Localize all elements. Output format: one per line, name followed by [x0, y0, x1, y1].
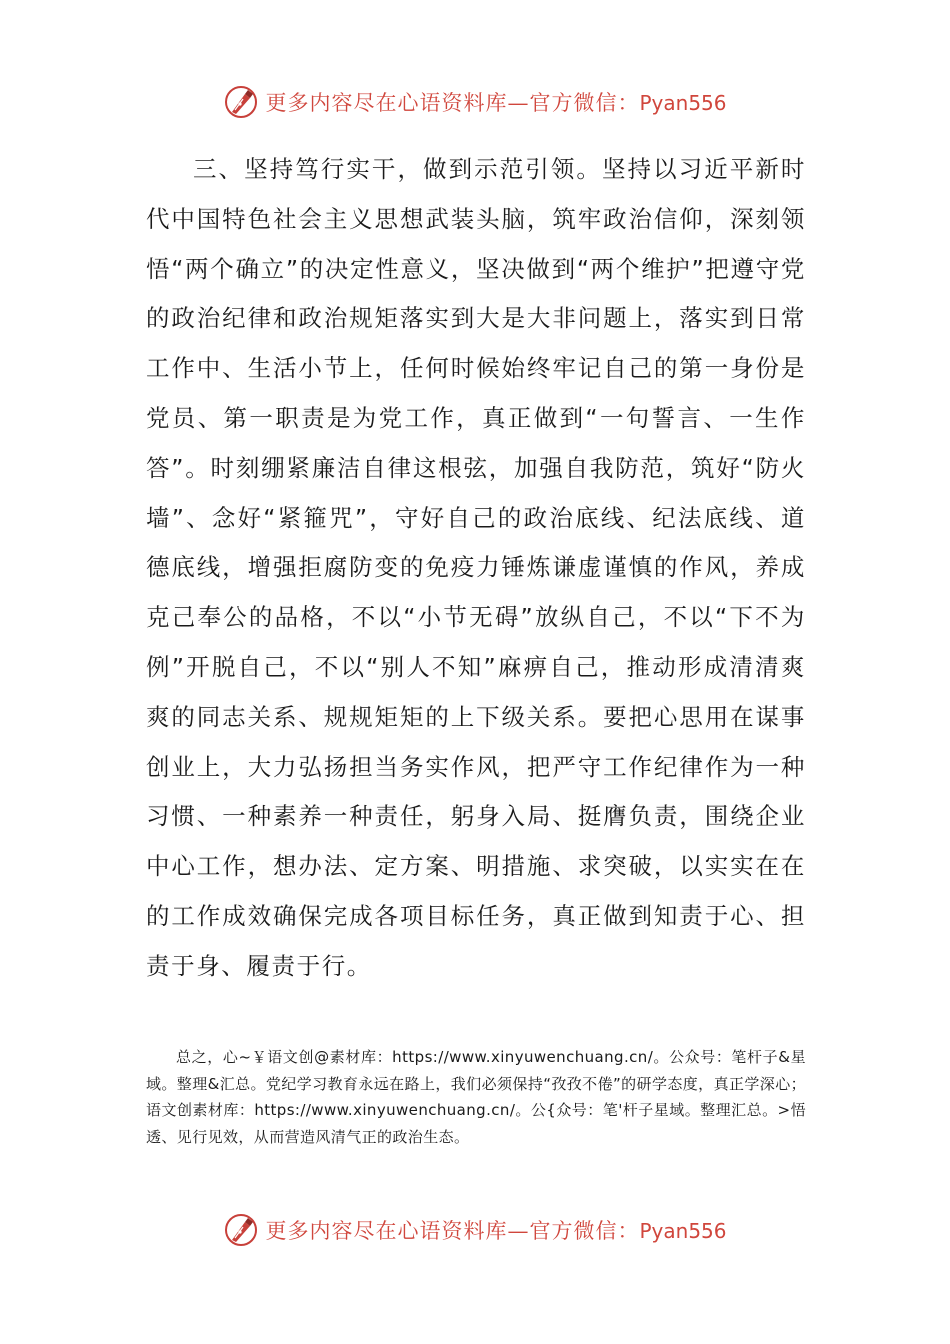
main-paragraph: 三、坚持笃行实干，做到示范引领。坚持以习近平新时代中国特色社会主义思想武装头脑，筑牢政治信仰，深刻领悟“两个确立”的决定性意义，坚决做到“两个维护”把遵守党的政治纪律和政治规矩落实到大是大非问题上，落实到日常工作中、生活小节上，任何时候始终牢记自己的第一身份是党员、第一职责是为党工作，真正做到“一句誓言、一生作答”。时刻绷紧廉洁自律这根弦，加强自我防范，筑好“防火墙”、念好“紧箍咒”，守好自己的政治底线、纪法底线、道德底线，增强拒腐防变的免疫力锤炼谦虚谨慎的作风，养成克己奉公的品格，不以“小节无碍”放纵自己，不以“下不为例”开脱自己，不以“别人不知”麻痹自己，推动形成清清爽爽的同志关系、规规矩矩的上下级关系。要把心思用在谋事创业上，大力弘扬担当务实作风，把严守工作纪律作为一种习惯、一种素养一种责任，躬身入局、挺膺负责，围绕企业中心工作，想办法、定方案、明措施、求突破，以实实在在的工作成效确保完成各项目标任务，真正做到知责于心、担责于身、履责于行。	[146, 155, 806, 980]
header-banner	[0, 80, 950, 124]
footer-wechat-id: Pyan556	[639, 1219, 727, 1243]
summary-paragraph: 总之，心~￥语文创@素材库：https://www.xinyuwenchuang.cn/。公众号：笔杆子&星域。整理&汇总。党纪学习教育永远在路上，我们必须保持“孜孜不倦”的研学态度，真正学深心；语文创素材库：https://www.xinyuwenchuang.cn/。公{众号：笔'杆子星域。整理汇总。>悟透、见行见效，从而营造风清气正的政治生态。	[146, 1048, 806, 1146]
pen-nib-logo-icon	[223, 84, 259, 120]
footer-banner	[0, 1208, 950, 1252]
header-banner-label: 更多内容尽在心语资料库—官方微信：	[265, 91, 640, 115]
footer-banner-label: 更多内容尽在心语资料库—官方微信：	[265, 1219, 640, 1243]
header-banner-text	[265, 87, 726, 117]
header-wechat-id: Pyan556	[639, 91, 727, 115]
footer-banner-text	[265, 1215, 726, 1245]
pen-nib-logo-icon	[223, 1212, 259, 1248]
